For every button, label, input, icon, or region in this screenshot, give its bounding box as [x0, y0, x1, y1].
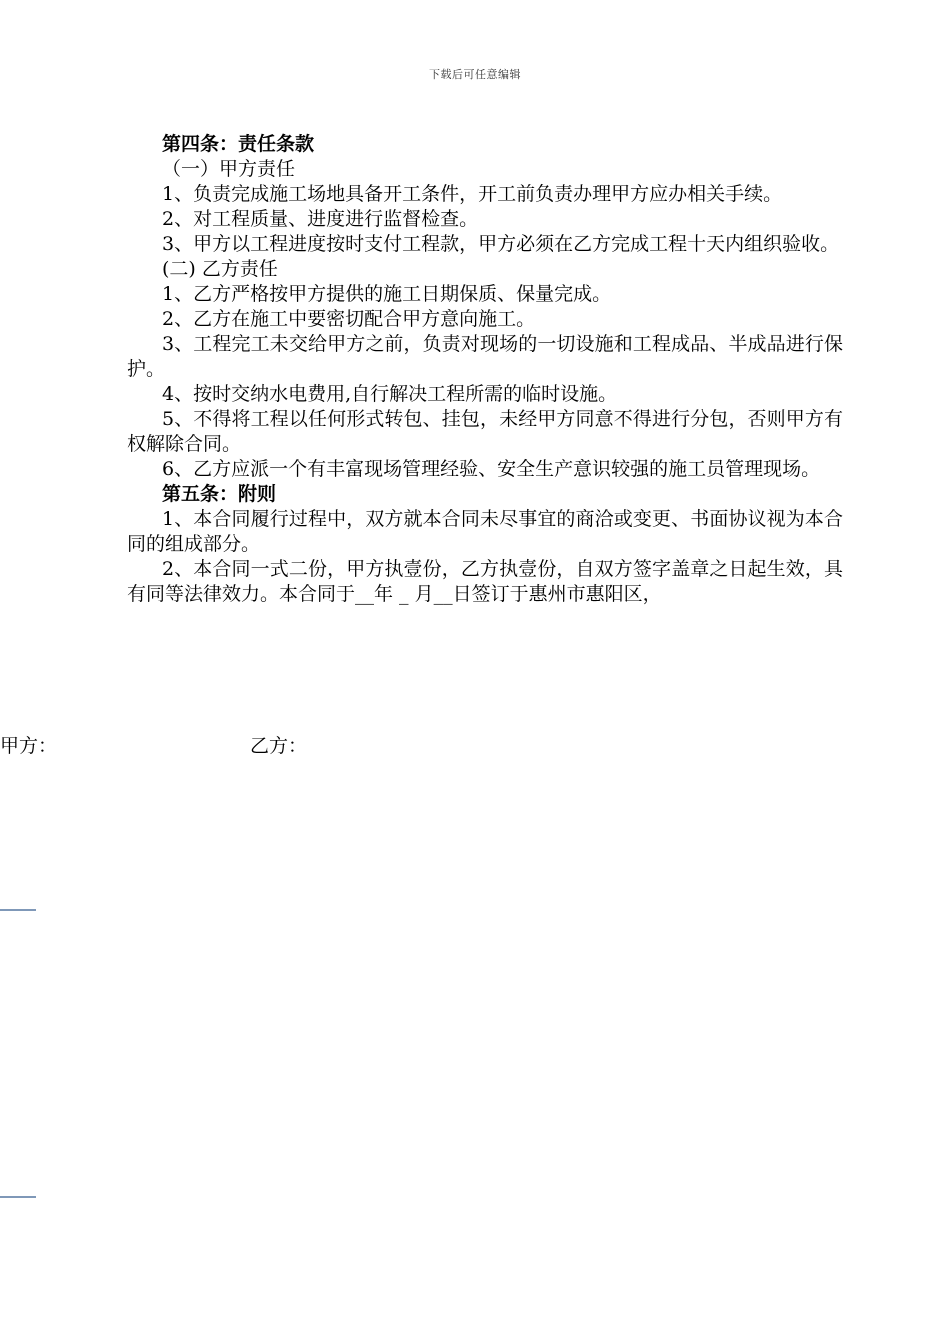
- party-a-duties-title: （一）甲方责任: [162, 158, 296, 180]
- page-edge-marker: [0, 909, 36, 911]
- page-header-note: 下载后可任意编辑: [429, 68, 521, 81]
- party-a-duty-item: 2、对工程质量、进度进行监督检查。: [162, 208, 479, 230]
- article-4-title: 第四条：责任条款: [162, 133, 315, 155]
- party-a-duty-item: 1、负责完成施工场地具备开工条件，开工前负责办理甲方应办相关手续。: [162, 183, 783, 205]
- party-b-duty-item: 2、乙方在施工中要密切配合甲方意向施工。: [162, 308, 536, 330]
- party-a-signature-label: 甲方：: [0, 735, 58, 757]
- article-5-item: 2、本合同一式二份，甲方执壹份，乙方执壹份，自双方签字盖章之日起生效，具有同等法律效力。本合同于__年 _ 月__日签订于惠州市惠阳区，: [127, 558, 843, 605]
- article-5-item: 1、本合同履行过程中，双方就本合同未尽事宜的商洽或变更、书面协议视为本合同的组成部分。: [127, 508, 843, 555]
- article-5-title: 第五条：附则: [162, 483, 277, 505]
- party-b-duty-item: 3、工程完工未交给甲方之前，负责对现场的一切设施和工程成品、半成品进行保护。: [127, 333, 843, 380]
- party-b-signature-label: 乙方：: [250, 735, 308, 757]
- page-edge-marker: [0, 1196, 36, 1198]
- party-a-duty-item: 3、甲方以工程进度按时支付工程款，甲方必须在乙方完成工程十天内组织验收。: [162, 233, 840, 255]
- party-b-duty-item: 5、不得将工程以任何形式转包、挂包，未经甲方同意不得进行分包，否则甲方有权解除合同。: [127, 408, 843, 455]
- party-b-duty-item: 4、按时交纳水电费用,自行解决工程所需的临时设施。: [162, 383, 618, 405]
- contract-body: [127, 132, 843, 607]
- party-b-duty-item: 1、乙方严格按甲方提供的施工日期保质、保量完成。: [162, 283, 612, 305]
- party-b-duty-item: 6、乙方应派一个有丰富现场管理经验、安全生产意识较强的施工员管理现场。: [162, 458, 821, 480]
- party-b-duties-title: (二) 乙方责任: [162, 258, 278, 280]
